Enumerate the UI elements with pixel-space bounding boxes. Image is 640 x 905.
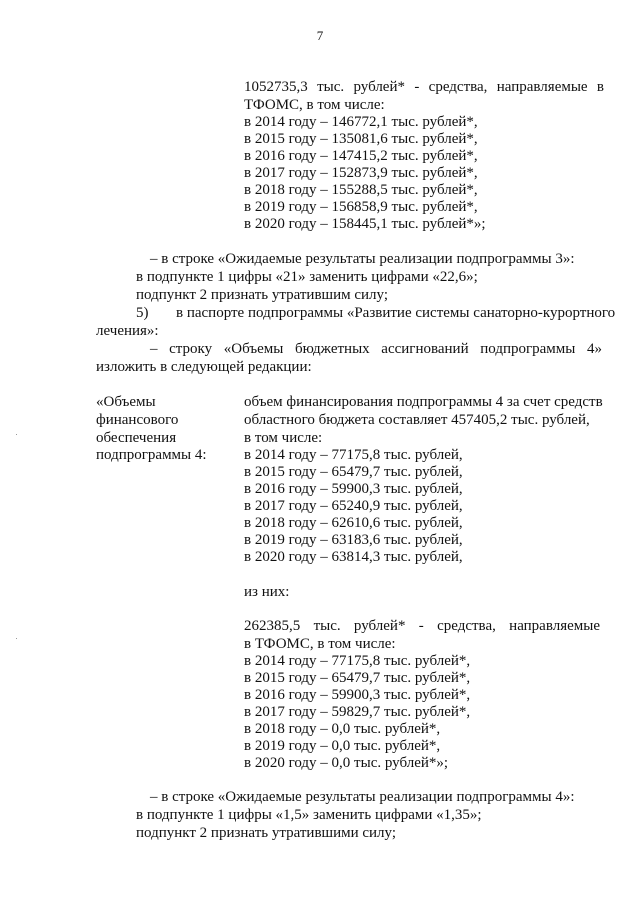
subitem-1-change-3: в подпункте 1 цифры «21» заменить цифрами «22,6»;	[136, 269, 478, 285]
subitem-2-void-4: подпункт 2 признать утратившими силу;	[136, 825, 397, 841]
tfoms4-year-2018: в 2018 году – 0,0 тыс. рублей*,	[244, 721, 441, 737]
budget-year-2017: в 2017 году – 65240,9 тыс. рублей,	[244, 498, 463, 514]
budget-year-2020: в 2020 году – 63814,3 тыс. рублей,	[244, 549, 463, 565]
tfoms-year-2019: в 2019 году – 156858,9 тыс. рублей*,	[244, 199, 478, 215]
budget-row-line2: изложить в следующей редакции:	[96, 359, 312, 375]
table-label-line2: финансового	[96, 412, 179, 428]
tfoms-year-2017: в 2017 году – 152873,9 тыс. рублей*,	[244, 165, 478, 181]
scan-speck	[16, 638, 17, 639]
item-5-text-line1: в паспорте подпрограммы «Развитие системы санаторно-курортного	[176, 305, 616, 321]
of-them-label: из них:	[244, 584, 290, 600]
tfoms4-line2: в ТФОМС, в том числе:	[244, 636, 396, 652]
total-funding-line2: областного бюджета составляет 457405,2 тыс. рублей,	[244, 412, 590, 428]
total-funding-line3: в том числе:	[244, 430, 323, 446]
tfoms-year-2020: в 2020 году – 158445,1 тыс. рублей*»;	[244, 216, 486, 232]
table-label-line1: «Объемы	[96, 394, 156, 410]
budget-year-2018: в 2018 году – 62610,6 тыс. рублей,	[244, 515, 463, 531]
item-5-text-line2: лечения»:	[96, 323, 159, 339]
expected-results-3-line: – в строке «Ожидаемые результаты реализации подпрограммы 3»:	[150, 251, 575, 267]
tfoms4-year-2015: в 2015 году – 65479,7 тыс. рублей*,	[244, 670, 471, 686]
tfoms-intro-line1: 1052735,3 тыс. рублей* - средства, направляемые в	[244, 79, 604, 95]
total-funding-line1: объем финансирования подпрограммы 4 за счет средств	[244, 394, 603, 410]
budget-year-2019: в 2019 году – 63183,6 тыс. рублей,	[244, 532, 463, 548]
tfoms4-year-2019: в 2019 году – 0,0 тыс. рублей*,	[244, 738, 441, 754]
tfoms4-year-2014: в 2014 году – 77175,8 тыс. рублей*,	[244, 653, 471, 669]
tfoms4-year-2016: в 2016 году – 59900,3 тыс. рублей*,	[244, 687, 471, 703]
tfoms-year-2014: в 2014 году – 146772,1 тыс. рублей*,	[244, 114, 478, 130]
page-number: 7	[316, 28, 324, 43]
tfoms4-year-2020: в 2020 году – 0,0 тыс. рублей*»;	[244, 755, 449, 771]
tfoms-year-2016: в 2016 году – 147415,2 тыс. рублей*,	[244, 148, 478, 164]
table-label-line3: обеспечения	[96, 430, 177, 446]
subitem-2-void-3: подпункт 2 признать утратившим силу;	[136, 287, 388, 303]
budget-year-2014: в 2014 году – 77175,8 тыс. рублей,	[244, 447, 463, 463]
tfoms4-line1: 262385,5 тыс. рублей* - средства, направляемые	[244, 618, 600, 634]
tfoms4-year-2017: в 2017 году – 59829,7 тыс. рублей*,	[244, 704, 471, 720]
tfoms-intro-line2: ТФОМС, в том числе:	[244, 97, 385, 113]
table-label-line4: подпрограммы 4:	[96, 447, 207, 463]
item-5-number: 5)	[136, 305, 149, 321]
scan-speck	[16, 434, 17, 435]
subitem-1-change-4: в подпункте 1 цифры «1,5» заменить цифрами «1,35»;	[136, 807, 482, 823]
budget-year-2016: в 2016 году – 59900,3 тыс. рублей,	[244, 481, 463, 497]
expected-results-4-line: – в строке «Ожидаемые результаты реализации подпрограммы 4»:	[150, 789, 575, 805]
budget-row-line1: – строку «Объемы бюджетных ассигнований подпрограммы 4»	[150, 341, 602, 357]
tfoms-year-2015: в 2015 году – 135081,6 тыс. рублей*,	[244, 131, 478, 147]
budget-year-2015: в 2015 году – 65479,7 тыс. рублей,	[244, 464, 463, 480]
tfoms-year-2018: в 2018 году – 155288,5 тыс. рублей*,	[244, 182, 478, 198]
